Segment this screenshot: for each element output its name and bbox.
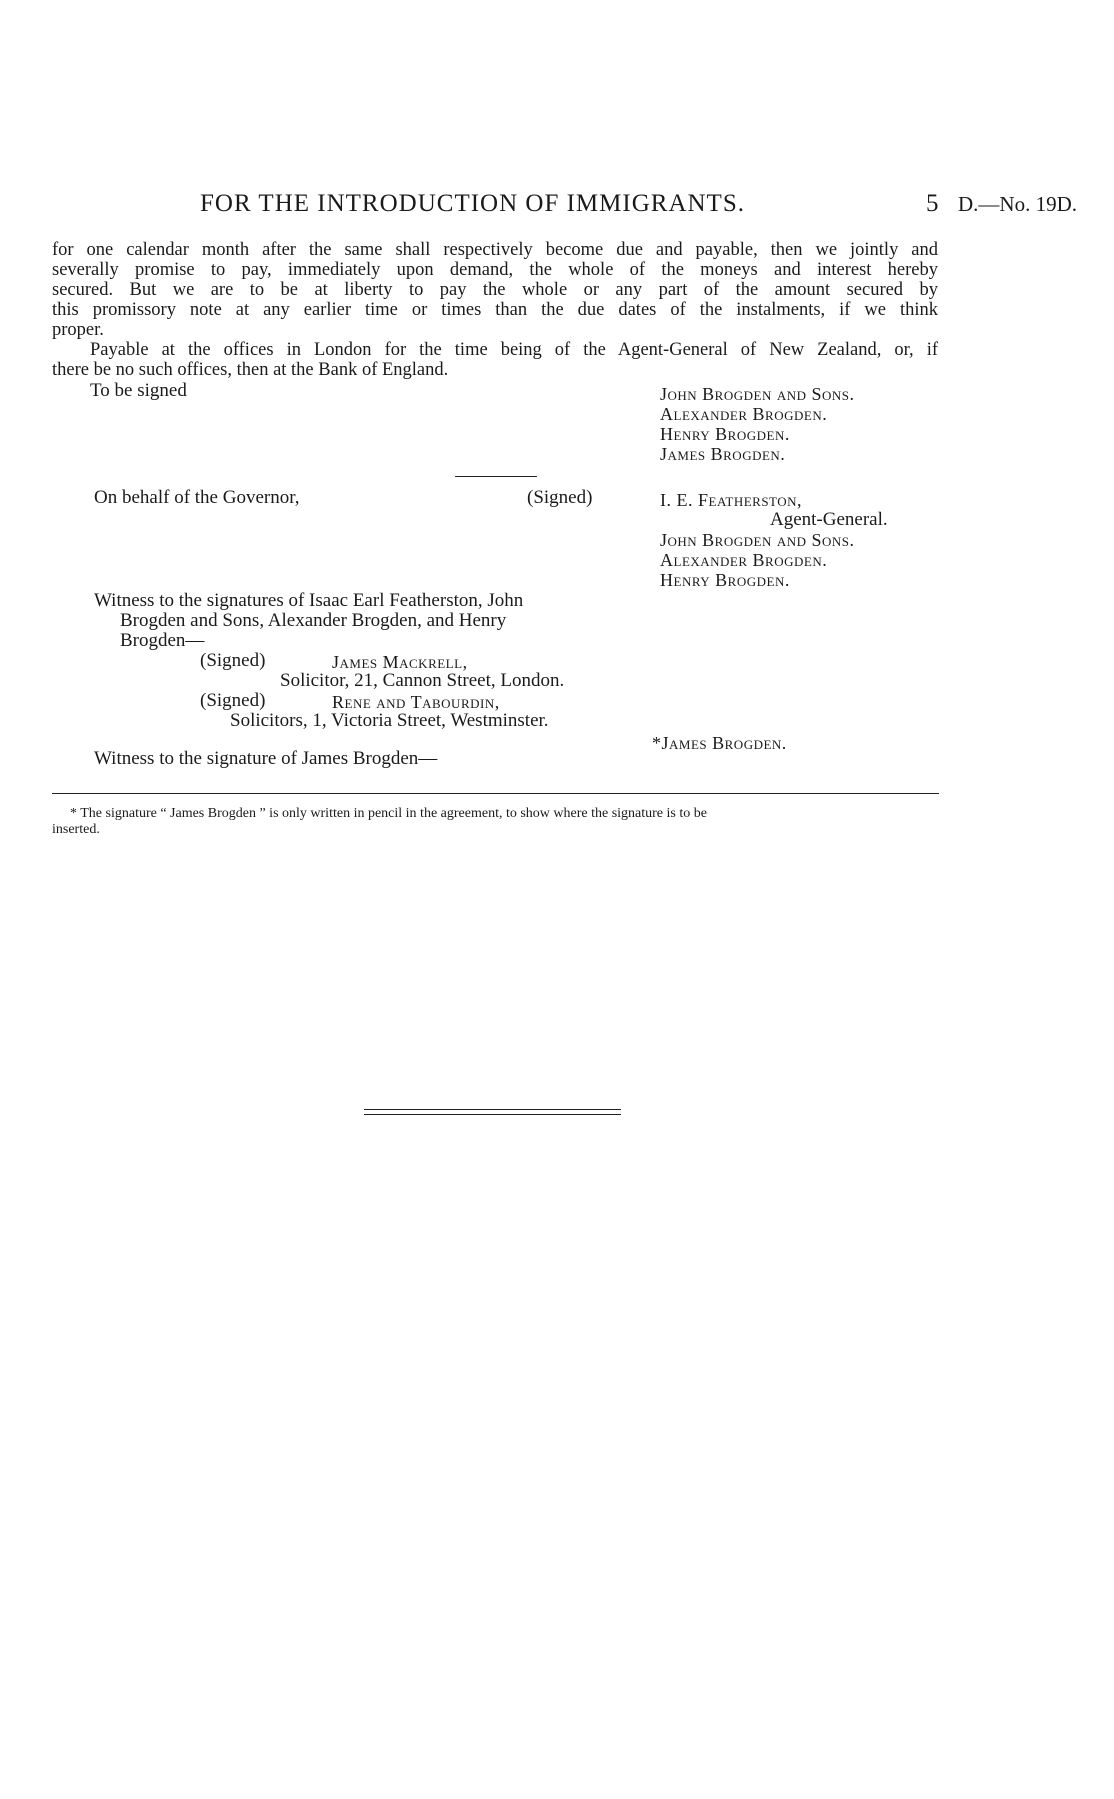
- signed-label: (Signed): [527, 487, 593, 508]
- to-be-signed-label: To be signed: [90, 380, 187, 401]
- footnote-rule: [52, 793, 939, 794]
- signed-label: (Signed): [200, 650, 266, 671]
- page-number: 5: [926, 190, 939, 217]
- witness-address: Solicitor, 21, Cannon Street, London.: [280, 670, 565, 691]
- witness-text: Witness to the signatures of Isaac Earl Featherston, John: [94, 590, 524, 611]
- body-line: Payable at the offices in London for the time being of the Agent-General of New Zealand, or, if: [90, 340, 938, 360]
- on-behalf-label: On behalf of the Governor,: [94, 487, 300, 508]
- witness-address: Solicitors, 1, Victoria Street, Westminster.: [230, 710, 549, 731]
- signatory-name: John Brogden and Sons.: [660, 530, 855, 550]
- witness-name: Rene and Tabourdin,: [332, 692, 500, 712]
- signatory-name: James Brogden.: [660, 444, 786, 464]
- document-reference: D.—No. 19D.: [958, 192, 1077, 216]
- page-header-title: FOR THE INTRODUCTION OF IMMIGRANTS.: [200, 190, 745, 217]
- signatory-name: I. E. Featherston,: [660, 490, 803, 510]
- signatory-name: Henry Brogden.: [660, 424, 790, 444]
- footnote-text: inserted.: [52, 822, 100, 837]
- signed-label: (Signed): [200, 690, 266, 711]
- signatory-name: Henry Brogden.: [660, 570, 790, 590]
- end-rule: [364, 1109, 621, 1110]
- signatory-name: John Brogden and Sons.: [660, 384, 855, 404]
- signatory-name: Alexander Brogden.: [660, 550, 828, 570]
- body-line: there be no such offices, then at the Bank of England.: [52, 360, 449, 380]
- body-line: proper.: [52, 320, 104, 340]
- signatory-title: Agent-General.: [770, 509, 888, 530]
- body-line: this promissory note at any earlier time or times than the due dates of the instalments, if we think: [52, 300, 938, 320]
- separator-rule: [455, 476, 537, 477]
- footnote-text: * The signature “ James Brogden ” is only written in pencil in the agreement, to show where the signature is to be: [70, 806, 707, 821]
- witness-text: Brogden and Sons, Alexander Brogden, and Henry: [120, 610, 507, 631]
- body-line: secured. But we are to be at liberty to pay the whole or any part of the amount secured by: [52, 280, 938, 300]
- end-rule: [364, 1114, 621, 1115]
- body-line: severally promise to pay, immediately upon demand, the whole of the moneys and interest hereby: [52, 260, 938, 280]
- body-line: for one calendar month after the same shall respectively become due and payable, then we jointly and: [52, 240, 938, 260]
- signatory-name: Alexander Brogden.: [660, 404, 828, 424]
- witness-name: James Mackrell,: [332, 652, 468, 672]
- signatory-name: *James Brogden.: [652, 733, 787, 753]
- witness-text: Witness to the signature of James Brogden—: [94, 748, 438, 769]
- witness-text: Brogden—: [120, 630, 205, 651]
